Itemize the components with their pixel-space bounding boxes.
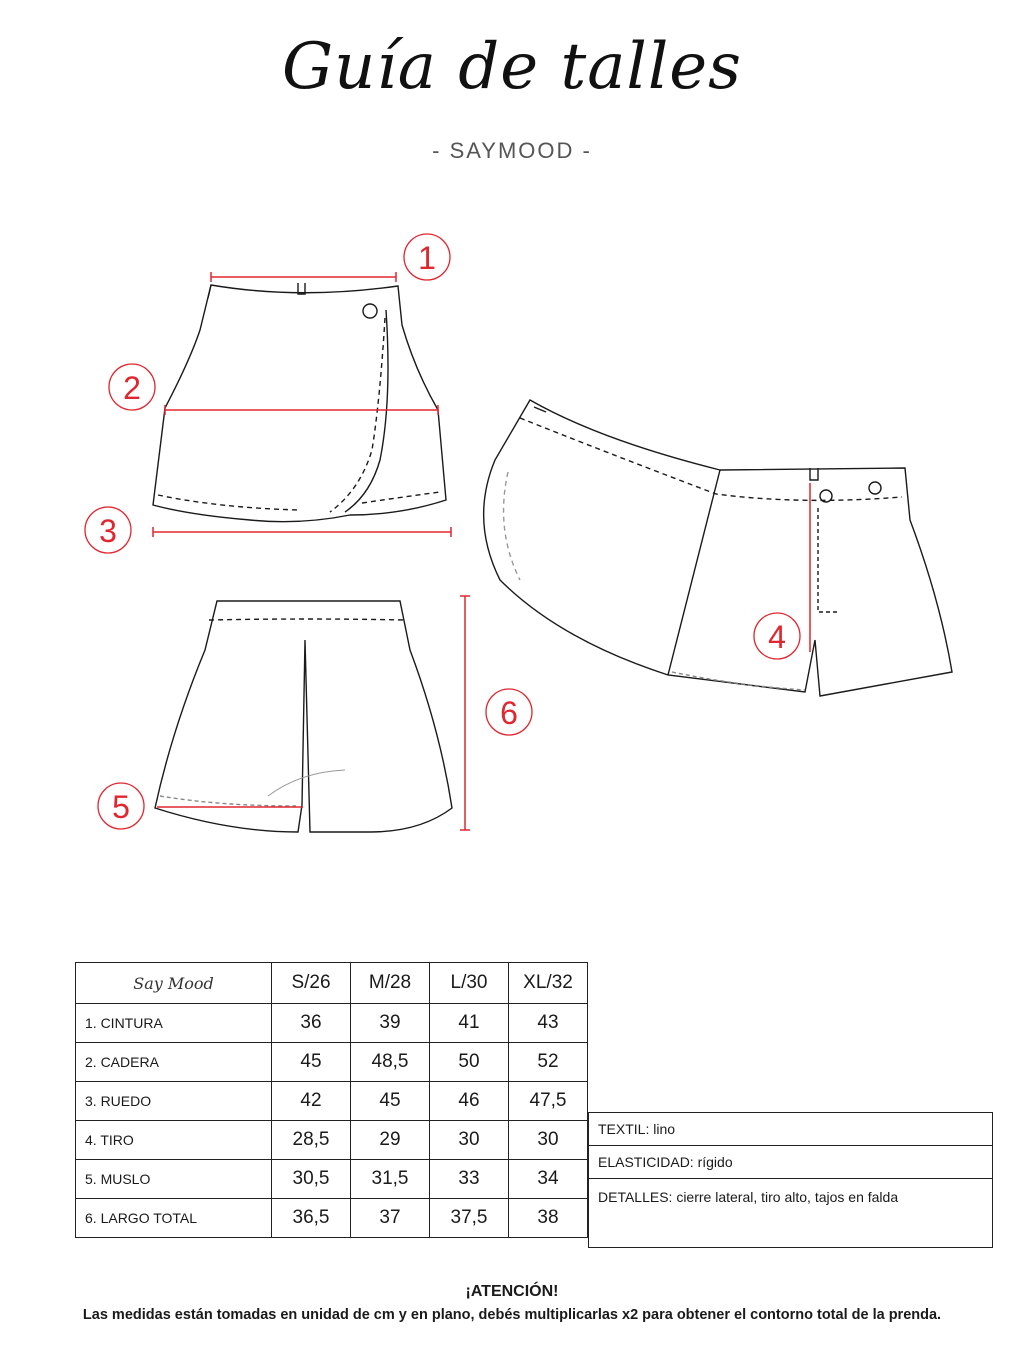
table-cell: 37	[351, 1199, 430, 1238]
size-table	[75, 962, 588, 1238]
marker-2-label: 2	[123, 370, 141, 406]
table-cell: 30	[430, 1121, 509, 1160]
marker-4-label: 4	[768, 619, 786, 655]
marker-1	[404, 234, 450, 280]
table-cell: 41	[430, 1004, 509, 1043]
table-row	[76, 1043, 588, 1082]
table-row	[76, 1199, 588, 1238]
table-cell: 48,5	[351, 1043, 430, 1082]
row-label: 2. CADERA	[76, 1043, 272, 1082]
row-label: 4. TIRO	[76, 1121, 272, 1160]
table-cell: 46	[430, 1082, 509, 1121]
attention-heading: ¡ATENCIÓN!	[465, 1283, 559, 1300]
table-cell: 45	[351, 1082, 430, 1121]
table-cell: 52	[509, 1043, 588, 1082]
row-label: 6. LARGO TOTAL	[76, 1199, 272, 1238]
size-header-row	[76, 963, 588, 1004]
table-cell: 34	[509, 1160, 588, 1199]
shorts-back-drawing	[155, 601, 452, 832]
size-header: S/26	[272, 963, 351, 1004]
skort-measure-lines	[153, 272, 451, 537]
details-info: DETALLES: cierre lateral, tiro alto, tajos en falda	[589, 1179, 993, 1248]
size-header: XL/32	[509, 963, 588, 1004]
marker-3-label: 3	[99, 513, 117, 549]
size-header: M/28	[351, 963, 430, 1004]
table-cell: 43	[509, 1004, 588, 1043]
table-cell: 47,5	[509, 1082, 588, 1121]
measurement-note: Las medidas están tomadas en unidad de cm y en plano, debés multiplicarlas x2 para obtener el contorno total de la prenda.	[82, 1307, 942, 1323]
marker-1-label: 1	[418, 240, 436, 276]
brand-signature: Say Mood	[76, 963, 272, 1004]
table-cell: 50	[430, 1043, 509, 1082]
size-header: L/30	[430, 963, 509, 1004]
table-cell: 30,5	[272, 1160, 351, 1199]
page-title: Guía de talles	[281, 30, 743, 104]
brand-subtitle: - SAYMOOD -	[432, 138, 592, 163]
table-cell: 28,5	[272, 1121, 351, 1160]
row-label: 5. MUSLO	[76, 1160, 272, 1199]
marker-4	[754, 613, 800, 659]
row-label: 1. CINTURA	[76, 1004, 272, 1043]
table-cell: 36	[272, 1004, 351, 1043]
marker-3	[85, 507, 131, 553]
table-cell: 38	[509, 1199, 588, 1238]
table-row	[76, 1082, 588, 1121]
marker-5-label: 5	[112, 789, 130, 825]
marker-2	[109, 364, 155, 410]
table-cell: 45	[272, 1043, 351, 1082]
table-cell: 42	[272, 1082, 351, 1121]
shorts-back-measure-lines	[157, 596, 470, 830]
elasticity-info: ELASTICIDAD: rígido	[589, 1146, 993, 1179]
table-cell: 29	[351, 1121, 430, 1160]
marker-5	[98, 783, 144, 829]
marker-6	[486, 689, 532, 735]
table-row	[76, 1121, 588, 1160]
table-cell: 31,5	[351, 1160, 430, 1199]
row-label: 3. RUEDO	[76, 1082, 272, 1121]
table-row	[76, 1004, 588, 1043]
fabric-info-table	[588, 1112, 993, 1248]
table-row	[76, 1160, 588, 1199]
textil-info: TEXTIL: lino	[589, 1113, 993, 1146]
marker-6-label: 6	[500, 695, 518, 731]
table-cell: 33	[430, 1160, 509, 1199]
table-cell: 39	[351, 1004, 430, 1043]
table-cell: 36,5	[272, 1199, 351, 1238]
skort-front-drawing	[153, 283, 446, 522]
table-cell: 30	[509, 1121, 588, 1160]
skort-side-drawing	[484, 400, 952, 696]
table-cell: 37,5	[430, 1199, 509, 1238]
